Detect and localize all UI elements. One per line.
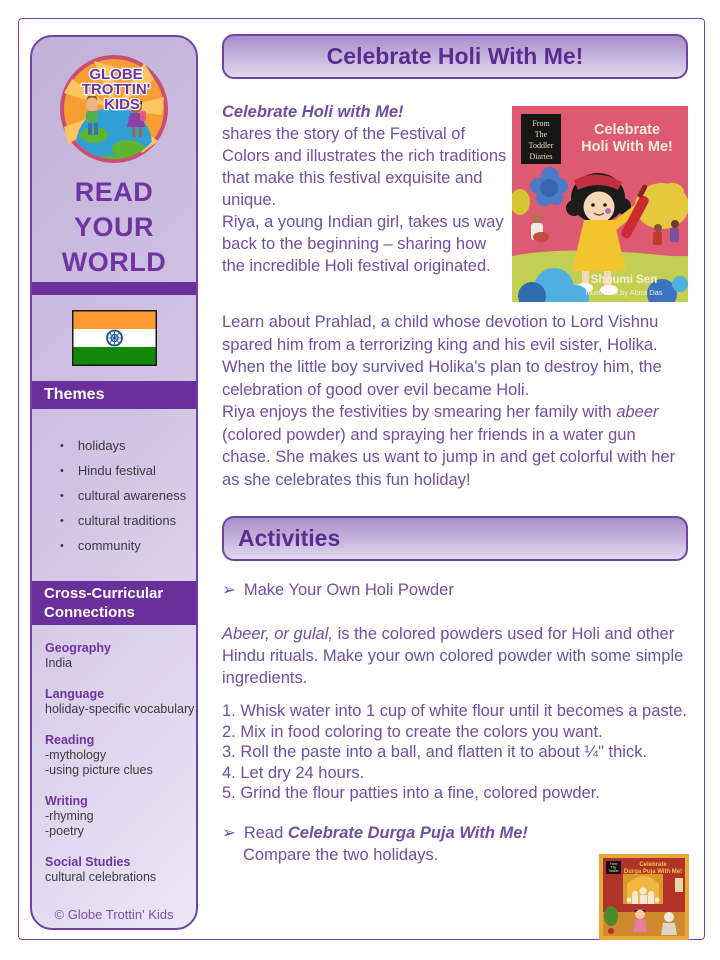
arrow-bullet-icon: ➢	[222, 823, 236, 842]
plant	[604, 906, 618, 926]
recipe-step: 4. Let dry 24 hours.	[222, 763, 365, 782]
copyright-notice: © Globe Trottin' Kids	[54, 907, 174, 922]
cc-section-social-studies: Social Studies cultural celebrations	[45, 855, 157, 884]
main-content	[222, 30, 688, 866]
activity-item-holi-powder: ➢ Make Your Own Holi Powder	[222, 581, 454, 599]
themes-list	[32, 439, 196, 553]
bullet-icon: •	[60, 490, 64, 502]
bullet-icon: •	[60, 465, 64, 477]
activities-header-bar	[222, 516, 688, 561]
bullet-icon: •	[60, 515, 64, 527]
bullet-icon: •	[60, 440, 64, 452]
gulal-description: Abeer, or gulal, is the colored powders used for Holi and other Hindu rituals. Make your own colored powder with some simple ingredients.	[222, 625, 684, 687]
svg-text:The: The	[534, 130, 548, 139]
activities-title: Activities	[238, 525, 341, 551]
holi-book-cover-image	[512, 106, 688, 302]
read-your-world-title: READ YOUR WORLD	[61, 177, 167, 277]
svg-text:KIDS: KIDS	[104, 96, 140, 113]
cross-curricular-header: Cross-Curricular Connections	[32, 581, 196, 625]
recipe-step: 2. Mix in food coloring to create the colors you want.	[222, 722, 603, 741]
theme-list-item: • holidays	[60, 438, 126, 453]
cross-curricular-sections	[45, 641, 196, 885]
svg-text:Illustrated by Abira Das: Illustrated by Abira Das	[585, 288, 663, 297]
activity-item-read-durga-puja: ➢ Read Celebrate Durga Puja With Me! Compare the two holidays.	[222, 823, 528, 864]
svg-text:From: From	[532, 119, 550, 128]
svg-text:Holi With Me!: Holi With Me!	[581, 139, 673, 155]
recipe-step: 1. Whisk water into 1 cup of white flour until it becomes a paste.	[222, 702, 687, 720]
intro-text: Celebrate Holi with Me! shares the story of the Festival of Colors and illustrates the rich traditions that make this festival exquisite and unique. Riya, a young Indian girl, takes us way back to the beginning – sharing how the incredible Holi festival originated.	[222, 103, 507, 275]
recipe-steps	[222, 701, 688, 804]
svg-text:Shoumi Sen: Shoumi Sen	[590, 274, 658, 286]
purple-divider-band	[32, 282, 196, 295]
svg-text:Durga Puja With Me!: Durga Puja With Me!	[623, 869, 683, 875]
girl-figure	[633, 909, 647, 932]
cc-section-geography: Geography India	[45, 641, 111, 670]
riya-paragraph: Riya enjoys the festivities by smearing her family with abeer (colored powder) and spraying her friends in a water gun chase. She makes us want to jump in and get colorful with her as she celebrates this fun holiday!	[222, 403, 676, 489]
theme-list-item: • cultural awareness	[60, 488, 187, 503]
sidebar	[30, 35, 198, 930]
globe-trottin-kids-logo	[58, 53, 170, 165]
theme-list-item: • Hindu festival	[60, 463, 156, 478]
page-title: Celebrate Holi With Me!	[326, 43, 584, 69]
theme-list-item: • community	[60, 538, 141, 553]
svg-text:Toddler: Toddler	[528, 141, 554, 150]
intro-section	[222, 101, 688, 301]
cc-section-writing: Writing -rhyming -poetry	[45, 794, 94, 838]
durga-puja-book-cover-image	[599, 854, 689, 940]
svg-text:Celebrate: Celebrate	[639, 862, 667, 868]
prahlad-paragraph: Learn about Prahlad, a child whose devotion to Lord Vishnu spared him from a terrorizing king and his evil sister, Holika. When the little boy survived Holika's plan to destroy him, the celebration of good over evil became Holi.	[222, 313, 662, 399]
toddler-diaries-box	[521, 114, 561, 164]
bullet-icon: •	[60, 540, 64, 552]
cc-section-language: Language holiday-specific vocabulary	[45, 687, 195, 716]
svg-text:The: The	[610, 865, 617, 870]
ashoka-chakra-icon	[107, 331, 122, 346]
svg-text:Celebrate: Celebrate	[593, 122, 661, 138]
themes-header: Themes	[32, 381, 196, 409]
book-title-inline: Celebrate Holi with Me!	[222, 103, 404, 121]
arrow-bullet-icon: ➢	[222, 581, 236, 599]
svg-text:TROTTIN': TROTTIN'	[81, 81, 151, 98]
recipe-step: 5. Grind the flour patties into a fine, colored powder.	[222, 784, 600, 802]
svg-text:GLOBE: GLOBE	[89, 66, 143, 83]
india-flag	[72, 310, 157, 366]
svg-text:From: From	[609, 862, 618, 866]
svg-text:Toddler: Toddler	[608, 869, 619, 873]
recipe-step: 3. Roll the paste into a ball, and flatten it to about ¼" thick.	[222, 743, 648, 761]
page-title-bar	[222, 34, 688, 79]
theme-list-item: • cultural traditions	[60, 513, 177, 528]
story-paragraphs	[222, 311, 688, 491]
series-box-small	[606, 861, 621, 874]
cc-section-reading: Reading -mythology -using picture clues	[45, 733, 153, 777]
svg-text:Diaries: Diaries	[529, 152, 553, 161]
